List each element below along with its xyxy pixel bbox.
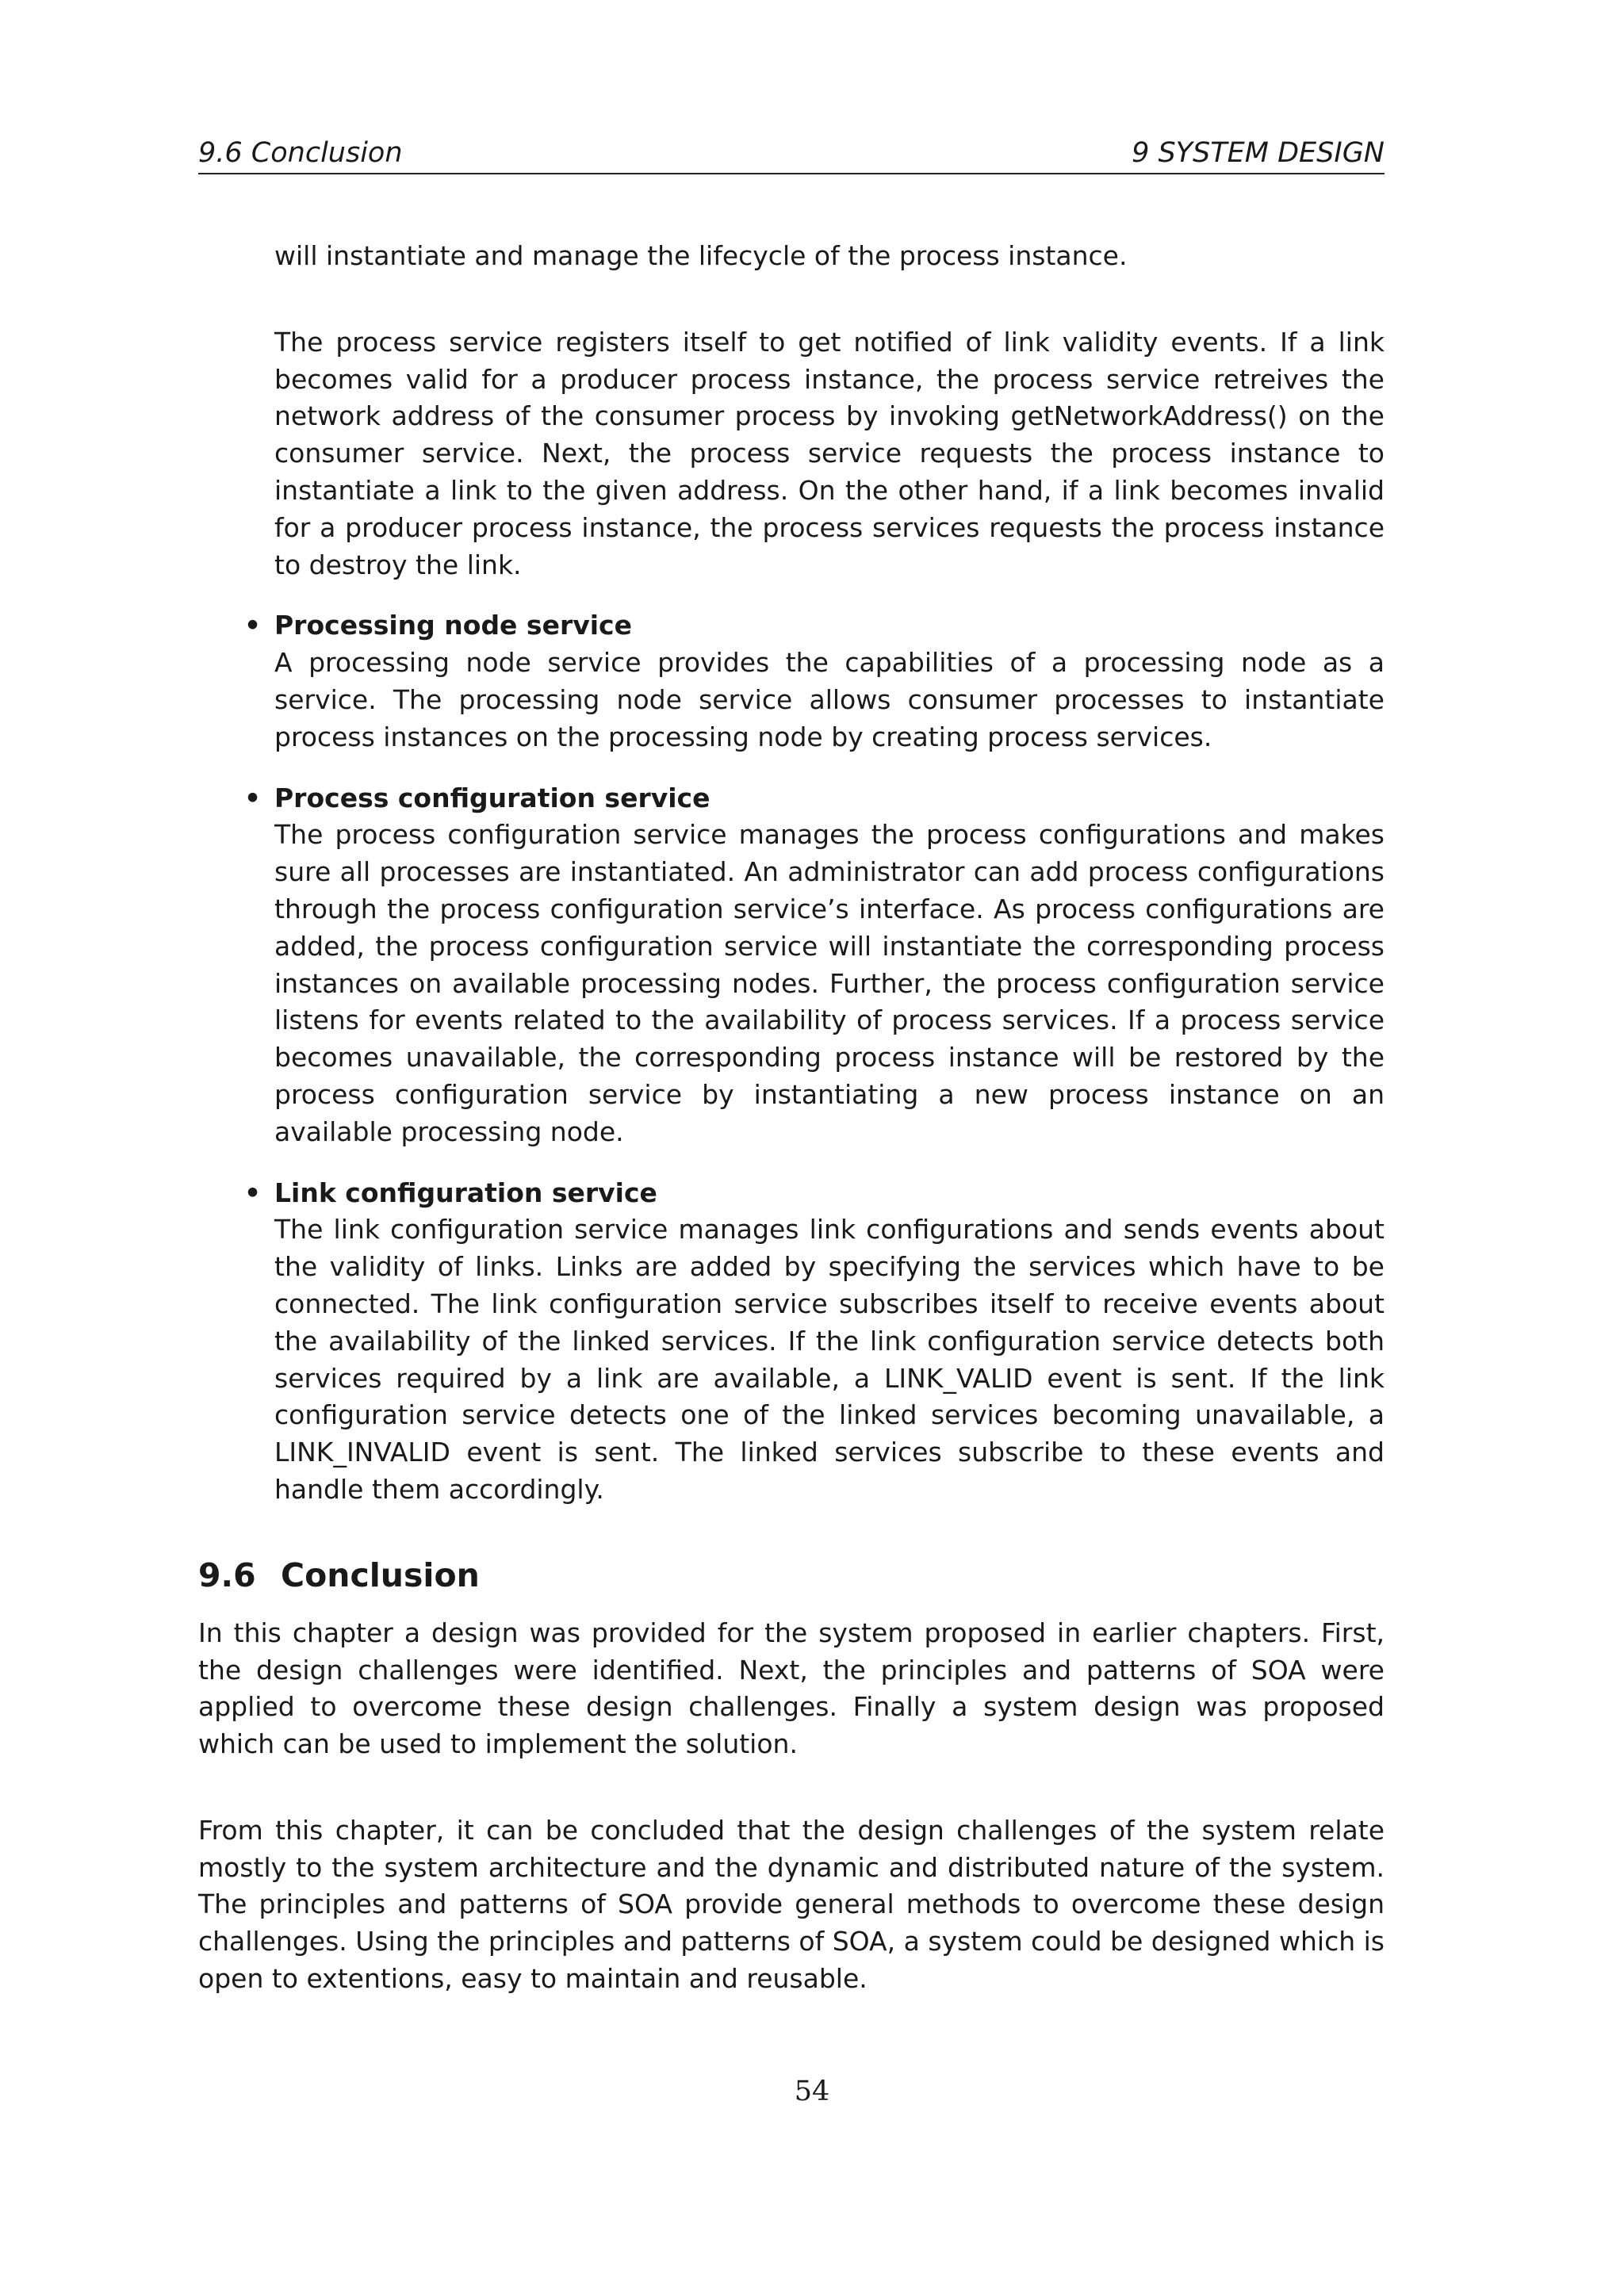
bullet-title: Process configuration service bbox=[274, 782, 710, 813]
running-header bbox=[198, 133, 1385, 174]
page-number: 54 bbox=[794, 2076, 830, 2107]
section-title: Conclusion bbox=[281, 1556, 480, 1594]
section-heading bbox=[198, 1553, 1385, 1598]
bullet-title: Processing node service bbox=[274, 610, 632, 641]
header-chapter-title: 9 SYSTEM DESIGN bbox=[1132, 137, 1385, 169]
intro-paragraph-1: will instantiate and manage the lifecycle of the process instance. bbox=[274, 240, 1128, 271]
bullet-body: A processing node service provides the capabilities of a processing node as a service. The processing node service allows consumer processes to instantiate process instances on the processing node by creating process services. bbox=[274, 647, 1385, 752]
bullet-marker: • bbox=[244, 610, 262, 641]
section-number: 9.6 bbox=[198, 1556, 256, 1594]
conclusion-paragraph-1: In this chapter a design was provided for the system proposed in earlier chapters. First, the design challenges were identified. Next, the principles and patterns of SOA were applied to overcome these design challenges. Finally a system design was proposed which can be used to implement the solution. bbox=[198, 1617, 1385, 1760]
bullet-item-processing-node-service bbox=[198, 607, 1385, 756]
bullet-body: The process configuration service manages the process configurations and makes sure all processes are instantiated. An administrator can add process configurations through the process configuration service’s interface. As process configurations are added, the process configuration service will instantiate the corresponding process instances on available processing nodes. Further, the process configuration service listens for events related to the availability of process services. If a process service becomes unavailable, the corresponding process instance will be restored by the process configuration service by instantiating a new process instance on an available processing node. bbox=[274, 819, 1385, 1147]
intro-paragraph-2: The process service registers itself to get notified of link validity events. If a link becomes valid for a producer process instance, the process service retreives the network address of the consumer process by invoking getNetworkAddress() on the consumer service. Next, the process service requests the process instance to instantiate a link to the given address. On the other hand, if a link becomes invalid for a producer process instance, the process services requests the process instance to destroy the link. bbox=[274, 326, 1385, 580]
bullet-marker: • bbox=[244, 782, 262, 813]
bullet-title: Link configuration service bbox=[274, 1177, 657, 1208]
conclusion-paragraph-2: From this chapter, it can be concluded that the design challenges of the system relate mostly to the system architecture and the dynamic and distributed nature of the system. The principles and patterns of SOA provide general methods to overcome these design challenges. Using the principles and patterns of SOA, a system could be designed which is open to extentions, easy to maintain and reusable. bbox=[198, 1814, 1385, 1995]
bullet-marker: • bbox=[244, 1177, 262, 1208]
bullet-body: The link configuration service manages link configurations and sends events about the validity of links. Links are added by specifying the services which have to be connected. The link configuration service subscribes itself to receive events about the availability of the linked services. If the link configuration service detects both services required by a link are available, a LINK_VALID event is sent. If the link configuration service detects one of the linked services becoming unavailable, a LINK_INVALID event is sent. The linked services subscribe to these events and handle them accordingly. bbox=[274, 1214, 1385, 1505]
header-section-title: 9.6 Conclusion bbox=[198, 137, 403, 169]
bullet-item-link-configuration-service bbox=[198, 1175, 1385, 1509]
bullet-item-process-configuration-service bbox=[198, 780, 1385, 1151]
service-bullet-list bbox=[198, 607, 1385, 1508]
page-content bbox=[198, 238, 1385, 1998]
continued-text-block bbox=[198, 238, 1385, 584]
